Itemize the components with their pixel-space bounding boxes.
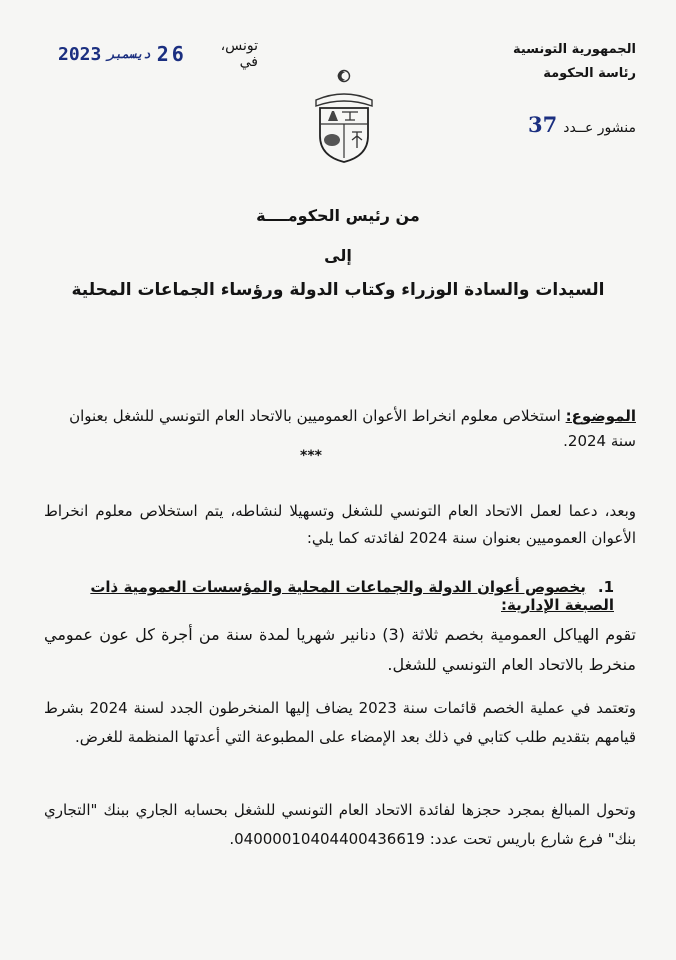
subject-text: استخلاص معلوم انخراط الأعوان العموميين بالاتحاد العام التونسي للشغل بعنوان سنة 2024. — [69, 407, 636, 450]
paragraph-lists: وتعتمد في عملية الخصم قائمات سنة 2023 يضاف إليها المنخرطون الجدد لسنة 2024 بشرط قيامهم بتقديم طلب كتابي في ذلك بعد الإمضاء على المطبوعة التي أعدتها المنظمة للغرض. — [44, 699, 636, 746]
presidency-name: رئاسة الحكومة — [543, 66, 636, 81]
section-1-number: 1. — [597, 578, 614, 596]
section-1-title: بخصوص أعوان الدولة والجماعات المحلية والمؤسسات العمومية ذات الصبغة الإدارية: — [90, 578, 614, 614]
subject — [60, 404, 636, 454]
date-month: ديسمبر — [107, 47, 151, 61]
separator: *** — [300, 448, 322, 464]
subject-label: الموضوع: — [565, 407, 636, 425]
header-issuer — [416, 38, 636, 86]
republic-name: الجمهورية التونسية — [512, 42, 636, 57]
circular-label: منشور عــدد — [563, 120, 636, 136]
to-line: إلى — [324, 246, 352, 265]
circular-number: 37 — [527, 112, 558, 137]
recipients-line: السيدات والسادة الوزراء وكتاب الدولة ورؤساء الجماعات المحلية — [71, 280, 605, 300]
date-day: 26 — [156, 42, 187, 66]
sender-line: من رئيس الحكومــــة — [256, 206, 420, 225]
date-year: 2023 — [58, 43, 102, 65]
tunisia-coat-of-arms-icon — [312, 66, 376, 166]
section-1-heading — [40, 578, 614, 614]
intro-paragraph: وبعد، دعما لعمل الاتحاد العام التونسي للشغل وتسهيلا لنشاطه، يتم استخلاص معلوم انخراط الأعوان العموميين بعنوان سنة 2024 لفائدته كما يلي: — [44, 502, 636, 547]
paragraph-deduction: تقوم الهياكل العمومية بخصم ثلاثة (3) دنانير شهريا لمدة سنة من أجرة كل عون عمومي منخرط بالاتحاد العام التونسي للشغل. — [44, 625, 636, 674]
place-label: تونس، في — [220, 38, 258, 70]
circular-number-line — [528, 112, 636, 137]
paragraph-transfer: وتحول المبالغ بمجرد حجزها لفائدة الاتحاد العام التونسي للشغل بحسابه الجاري ببنك "التجاري بنك" فرع شارع باريس تحت عدد: 04000010404400436619. — [44, 801, 636, 848]
place-date — [58, 38, 258, 70]
